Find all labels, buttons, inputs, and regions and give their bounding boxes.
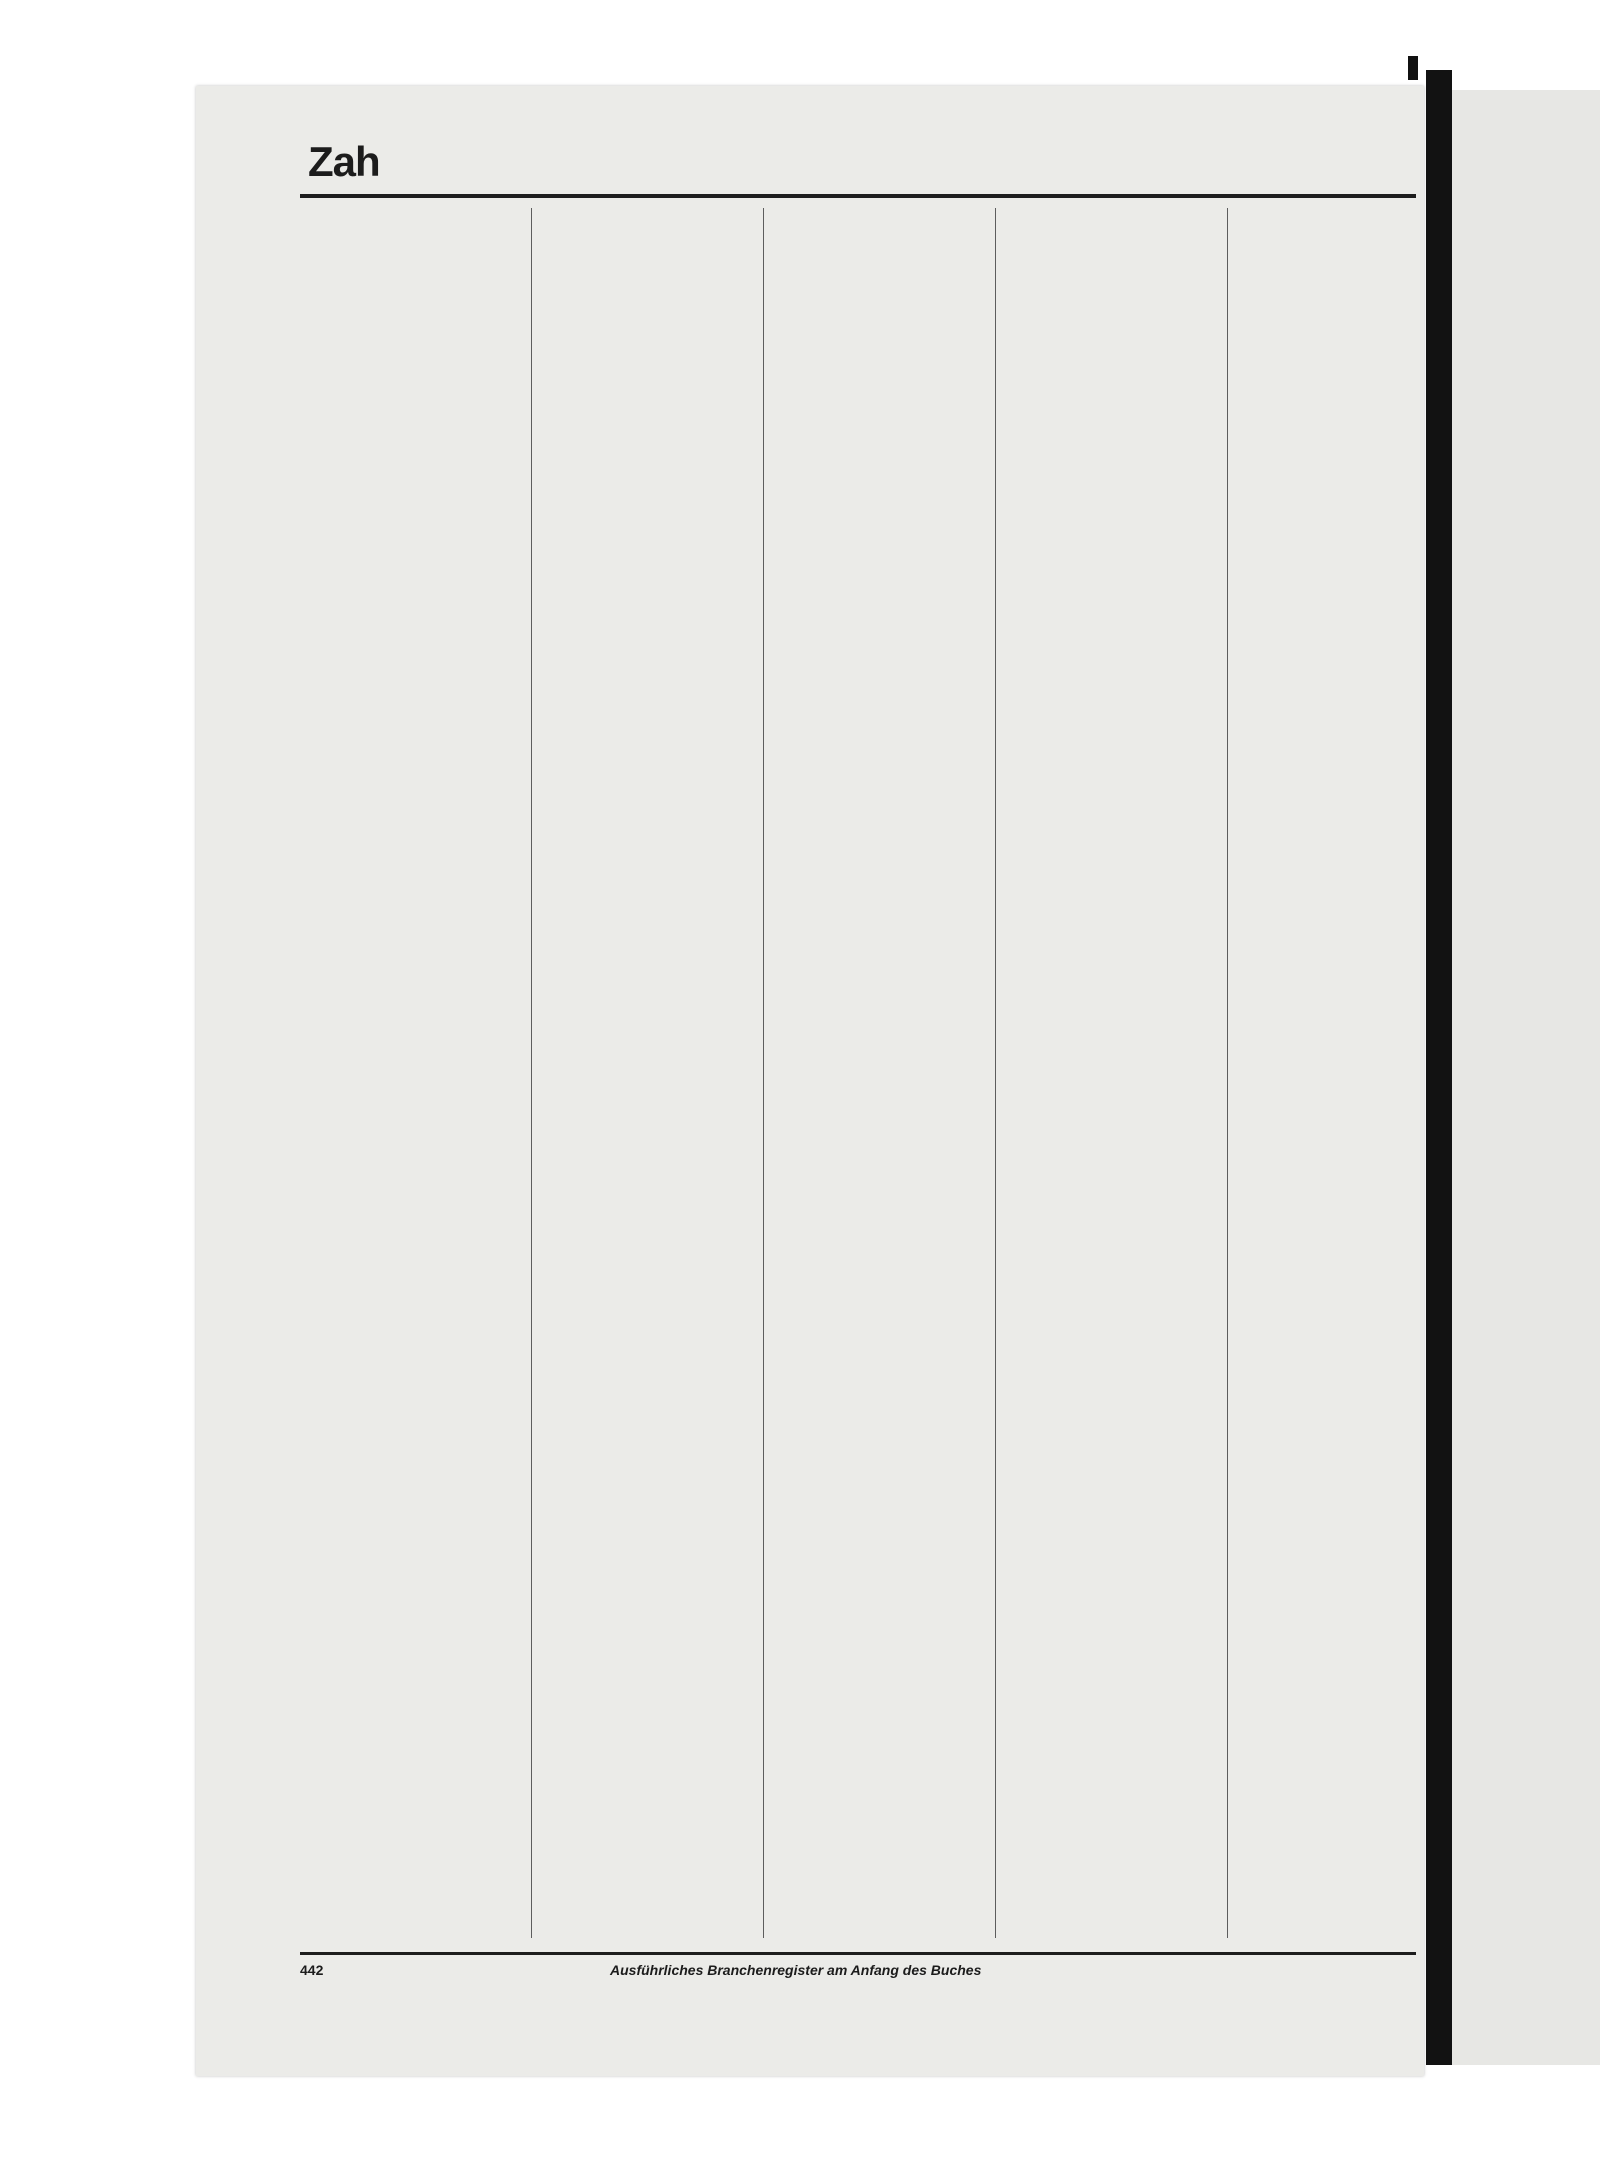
next-page-strip bbox=[1452, 90, 1600, 2065]
binding-mark bbox=[1408, 56, 1418, 80]
footer-rule bbox=[300, 1952, 1416, 1955]
page-header-word: Zah bbox=[308, 138, 380, 185]
header-rule bbox=[300, 194, 1416, 198]
footer-note: Ausführliches Branchenregister am Anfang des Buches bbox=[610, 1962, 982, 1978]
directory-columns bbox=[300, 208, 1460, 1938]
directory-column-5 bbox=[1228, 208, 1460, 1938]
directory-column-2 bbox=[532, 208, 764, 1938]
directory-column-1 bbox=[300, 208, 532, 1938]
page-number: 442 bbox=[300, 1962, 324, 1978]
directory-column-3 bbox=[764, 208, 996, 1938]
directory-column-4 bbox=[996, 208, 1228, 1938]
